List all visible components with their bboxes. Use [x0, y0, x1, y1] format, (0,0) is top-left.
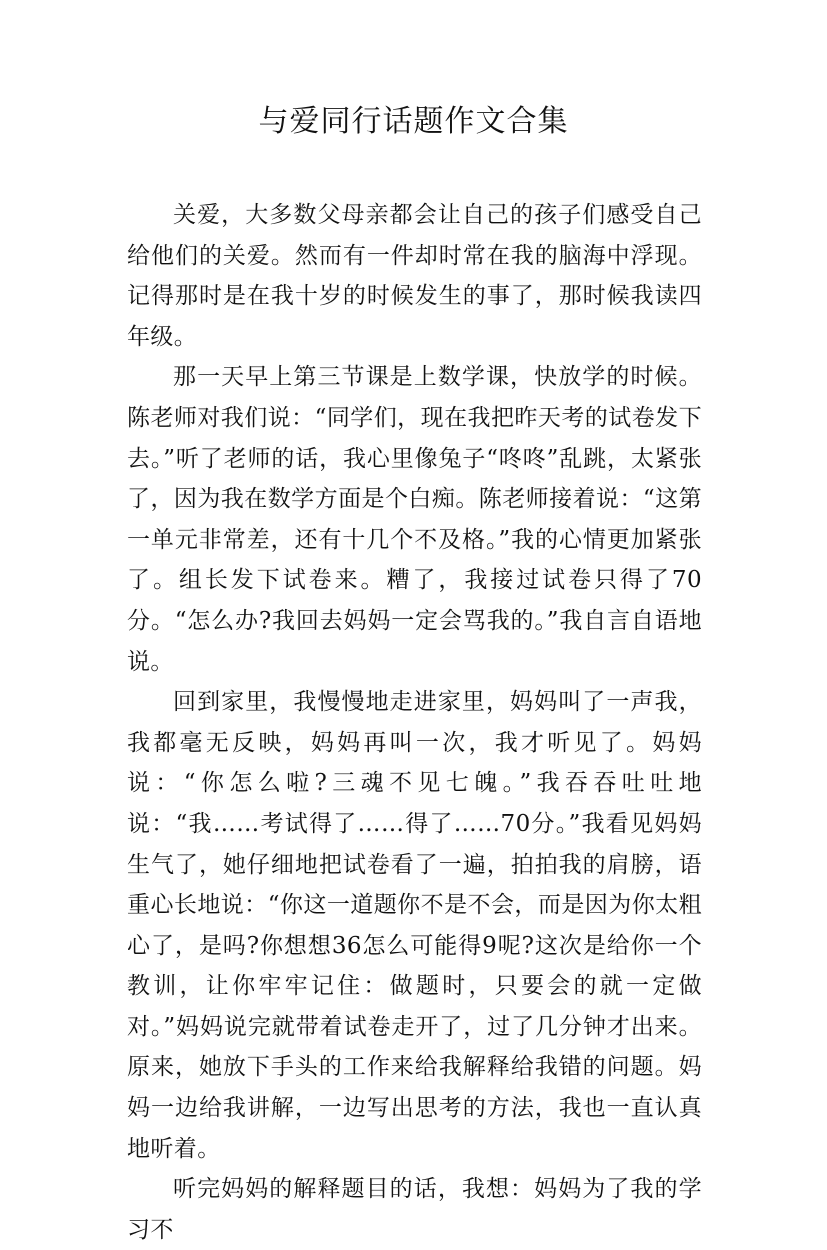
document-body — [127, 195, 702, 1250]
paragraph-1: 关爱，大多数父母亲都会让自己的孩子们感受自己给他们的关爱。然而有一件却时常在我的脑海中浮现。记得那时是在我十岁的时候发生的事了，那时候我读四年级。 — [127, 202, 702, 350]
paragraph-4: 听完妈妈的解释题目的话，我想：妈妈为了我的学习不 — [127, 1176, 702, 1243]
document-title: 与爱同行话题作文合集 — [258, 104, 569, 139]
paragraph-2: 那一天早上第三节课是上数学课，快放学的时候。陈老师对我们说：“同学们，现在我把昨天考的试卷发下去。”听了老师的话，我心里像兔子“咚咚”乱跳，太紧张了，因为我在数学方面是个白痴。陈老师接着说：“这第一单元非常差，还有十几个不及格。”我的心情更加紧张了。组长发下试卷来。糟了，我接过试卷只得了70分。“怎么办?我回去妈妈一定会骂我的。”我自言自语地说。 — [127, 364, 702, 675]
paragraph-3: 回到家里，我慢慢地走进家里，妈妈叫了一声我，我都毫无反映，妈妈再叫一次，我才听见了。妈妈说：“你怎么啦?三魂不见七魄。”我吞吞吐吐地说：“我……考试得了……得了……70分。”我看见妈妈生气了，她仔细地把试卷看了一遍，拍拍我的肩膀，语重心长地说：“你这一道题你不是不会，而是因为你太粗心了，是吗?你想想36怎么可能得9呢?这次是给你一个教训，让你牢牢记住：做题时，只要会的就一定做对。”妈妈说完就带着试卷走开了，过了几分钟才出来。原来，她放下手头的工作来给我解释给我错的问题。妈妈一边给我讲解，一边写出思考的方法，我也一直认真地听着。 — [127, 689, 702, 1162]
